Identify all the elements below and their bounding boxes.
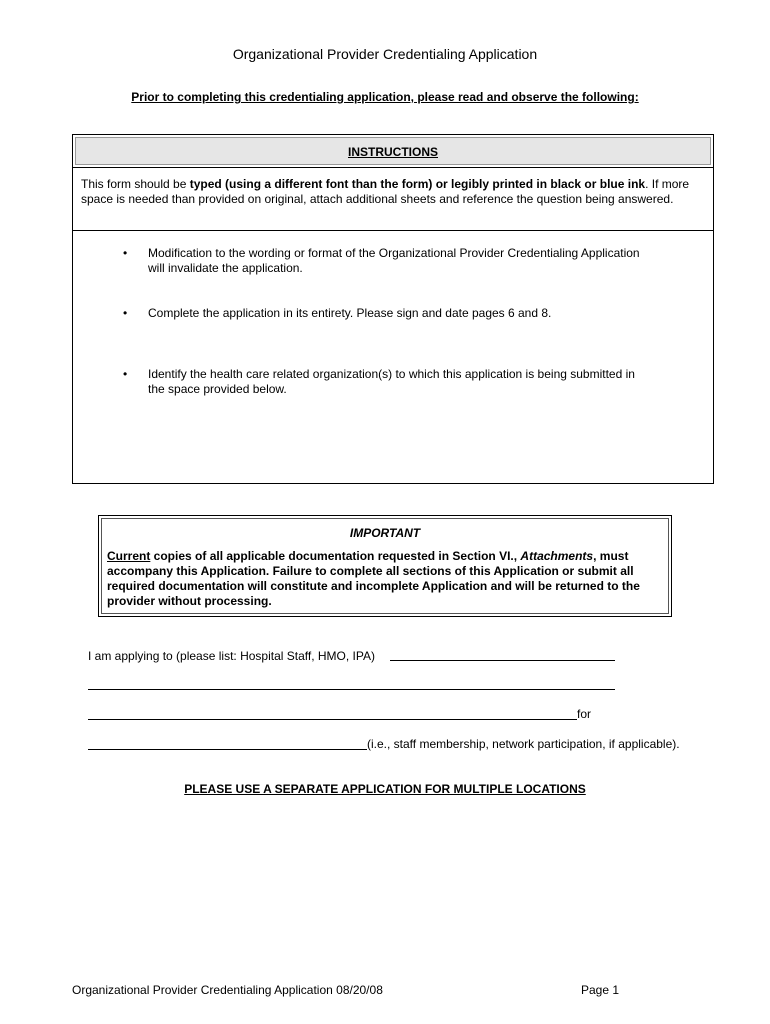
- important-text-part2: , must accompany this Application. Failure to complete all sections of this Application or submit all required documentation will constitute and incomplete Application and will be returned to the provider without processing.: [107, 549, 640, 608]
- applying-blank-line-2[interactable]: [88, 689, 615, 690]
- instruction-bullet-1: [123, 246, 643, 276]
- important-text: [107, 549, 667, 609]
- instruction-bullet-text: Identify the health care related organization(s) to which this application is being submitted in the space provided below.: [148, 367, 635, 396]
- bullet-icon: •: [123, 306, 128, 320]
- instructions-divider: [73, 230, 713, 231]
- instructions-text-part2: . If more space is needed than provided on original, attach additional sheets and reference the question being answered.: [81, 177, 690, 206]
- ie-blank-line[interactable]: [88, 749, 367, 750]
- ie-label: (i.e., staff membership, network participation, if applicable).: [367, 737, 680, 751]
- document-title: Organizational Provider Credentialing Application: [232, 46, 538, 62]
- prior-notice: Prior to completing this credentialing application, please read and observe the following:: [131, 90, 639, 104]
- separate-application-notice: PLEASE USE A SEPARATE APPLICATION FOR MULTIPLE LOCATIONS: [184, 782, 586, 796]
- instructions-header: [73, 135, 713, 168]
- applying-label: I am applying to (please list: Hospital Staff, HMO, IPA): [88, 649, 376, 663]
- important-box: [98, 515, 672, 617]
- footer-title: Organizational Provider Credentialing Application 08/20/08: [72, 983, 383, 997]
- important-heading: IMPORTANT: [349, 526, 421, 540]
- applying-blank-line[interactable]: [390, 660, 615, 661]
- bullet-icon: •: [123, 246, 128, 260]
- instruction-bullet-3: [123, 367, 643, 397]
- important-italic: Attachments: [520, 549, 594, 563]
- instructions-box: [72, 134, 714, 484]
- instructions-text-part1: This form should be: [81, 177, 190, 191]
- instructions-heading: INSTRUCTIONS: [348, 145, 438, 159]
- instruction-bullet-text: Modification to the wording or format of the Organizational Provider Credentialing Application will invalidate the application.: [148, 246, 640, 275]
- instruction-bullet-text: Complete the application in its entirety. Please sign and date pages 6 and 8.: [148, 306, 552, 320]
- important-text-part1: copies of all applicable documentation requested in Section VI.,: [150, 549, 521, 563]
- important-underlined: Current: [107, 549, 151, 563]
- instructions-text: [81, 177, 701, 207]
- bullet-icon: •: [123, 367, 128, 381]
- for-blank-line[interactable]: [88, 719, 577, 720]
- instructions-text-bold: typed (using a different font than the form) or legibly printed in black or blue ink: [189, 177, 646, 191]
- page-number: Page 1: [581, 983, 620, 997]
- instruction-bullet-2: [123, 306, 643, 321]
- for-label: for: [577, 707, 592, 721]
